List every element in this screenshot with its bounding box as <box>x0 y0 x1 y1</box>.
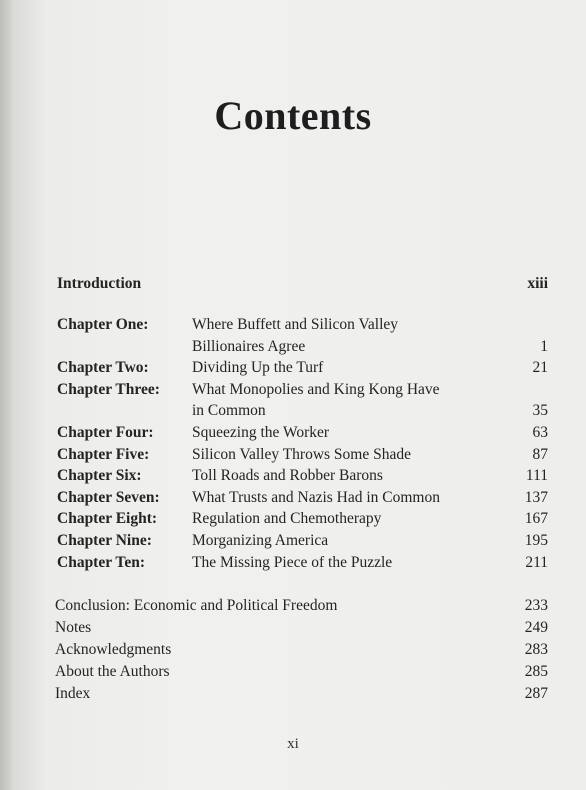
chapter-title-line: What Trusts and Nazis Had in Common <box>192 488 440 506</box>
chapter-title-line: What Monopolies and King Kong Have <box>192 380 440 398</box>
toc-back-matter-entry <box>0 617 586 639</box>
chapter-page-number: 63 <box>532 424 548 441</box>
chapter-page-number: 35 <box>532 402 548 420</box>
toc-label: Introduction <box>57 275 142 292</box>
back-matter-title: Acknowledgments <box>55 641 172 658</box>
toc-back-matter-entry <box>0 683 586 705</box>
toc-chapter-entry <box>0 422 586 444</box>
back-matter-title: Notes <box>55 619 92 636</box>
toc-back-matter-entry <box>0 639 586 661</box>
chapter-page-number: 87 <box>532 445 548 463</box>
back-matter-page-number: 283 <box>524 641 548 658</box>
chapter-page-number: 21 <box>532 359 548 377</box>
toc-back-matter-entry <box>0 661 586 683</box>
chapter-title-line: Squeezing the Worker <box>192 424 330 441</box>
chapter-page-number: 167 <box>524 510 548 528</box>
chapter-title-line: Morganizing America <box>192 532 329 549</box>
chapter-title-line: Toll Roads and Robber Barons <box>192 467 383 485</box>
chapter-label: Chapter Seven: <box>57 488 160 506</box>
chapter-label: Chapter Five: <box>57 445 150 463</box>
chapter-page-number: 137 <box>524 488 548 506</box>
chapter-title-line: in Common <box>192 402 266 420</box>
chapter-label: Chapter One: <box>57 316 149 333</box>
back-matter-title: About the Authors <box>55 663 170 680</box>
chapter-page-number: 195 <box>524 532 548 549</box>
chapter-label: Chapter Eight: <box>57 510 158 528</box>
toc-chapter-entry <box>0 530 586 552</box>
page-title: Contents <box>214 93 372 138</box>
chapter-label: Chapter Ten: <box>57 553 145 571</box>
chapter-page-number: 111 <box>525 467 548 485</box>
toc-chapter-entry <box>0 465 586 487</box>
toc-chapter-entry <box>0 357 586 379</box>
toc-entry-introduction <box>0 273 586 295</box>
chapter-label: Chapter Four: <box>57 424 154 441</box>
chapter-page-number: 211 <box>525 553 548 571</box>
toc-chapter-entry <box>0 314 586 357</box>
toc-back-matter-entry <box>0 595 586 617</box>
chapter-label: Chapter Three: <box>57 380 160 398</box>
toc-chapter-entry <box>0 552 586 574</box>
chapter-title-line: Dividing Up the Turf <box>192 359 324 377</box>
chapter-title-line: Where Buffett and Silicon Valley <box>192 316 399 333</box>
chapter-page-number: 1 <box>540 337 548 355</box>
back-matter-page-number: 285 <box>524 663 548 680</box>
back-matter-page-number: 287 <box>524 685 548 702</box>
toc-chapter-entry <box>0 487 586 509</box>
chapter-label: Chapter Two: <box>57 359 149 377</box>
back-matter-title: Index <box>55 685 91 702</box>
toc-page-number: xiii <box>527 275 548 292</box>
back-matter-title: Conclusion: Economic and Political Freedom <box>55 597 338 614</box>
chapter-title-line: Regulation and Chemotherapy <box>192 510 382 528</box>
back-matter-page-number: 233 <box>524 597 548 614</box>
page-number-folio: xi <box>287 736 299 752</box>
chapter-title-line: Silicon Valley Throws Some Shade <box>192 445 411 463</box>
toc-chapter-entry <box>0 444 586 466</box>
chapter-title-line: The Missing Piece of the Puzzle <box>192 553 393 571</box>
toc-chapter-entry <box>0 379 586 422</box>
chapter-label: Chapter Six: <box>57 467 142 485</box>
chapter-label: Chapter Nine: <box>57 532 152 549</box>
chapter-title-line: Billionaires Agree <box>192 337 306 355</box>
back-matter-page-number: 249 <box>524 619 548 636</box>
toc-chapter-entry <box>0 508 586 530</box>
